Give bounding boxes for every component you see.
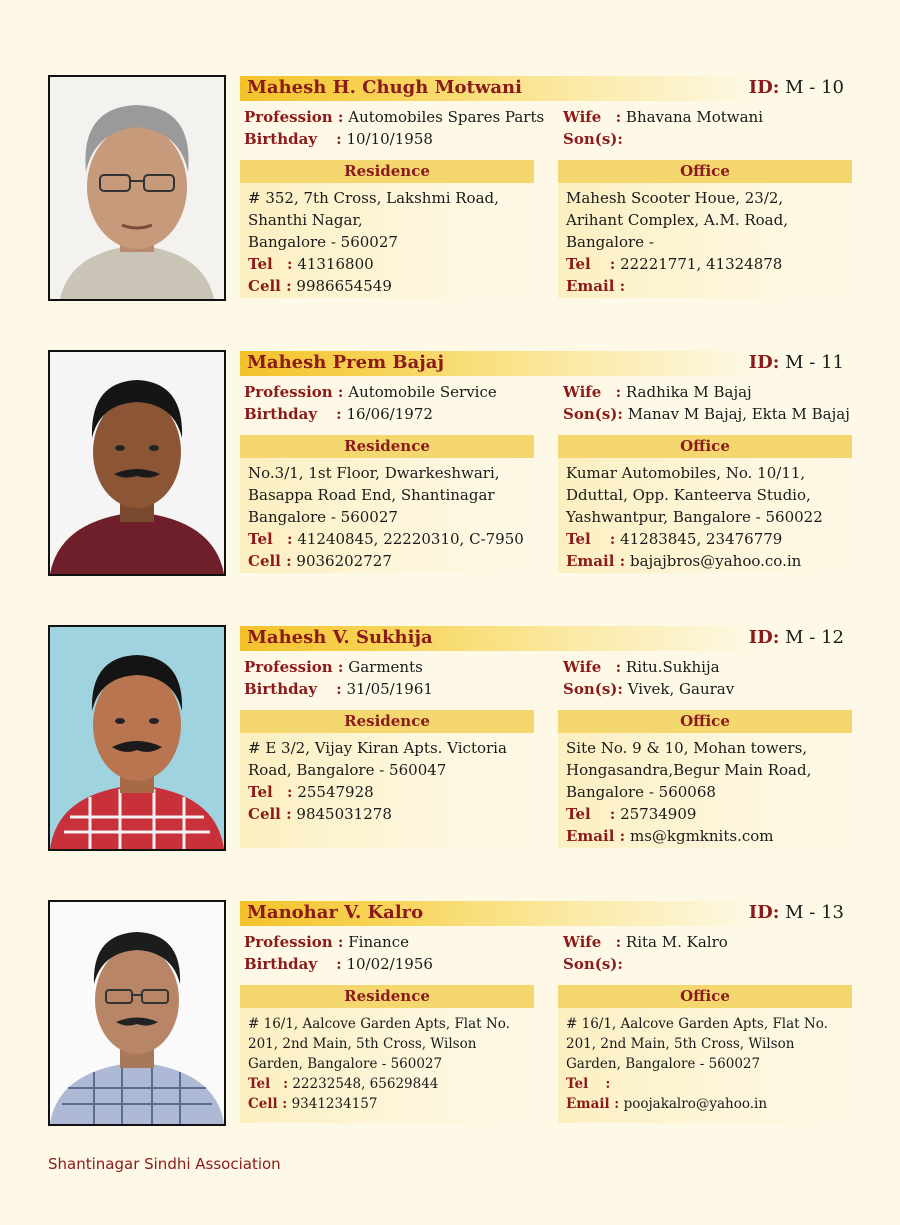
tel-row: Tel : 41240845, 22220310, C-7950 <box>248 530 524 548</box>
address-line: # E 3/2, Vijay Kiran Apts. Victoria <box>248 739 507 757</box>
name-bar <box>240 901 852 926</box>
sons-row: Son(s): Vivek, Gaurav <box>563 680 735 698</box>
name-bar <box>240 351 852 376</box>
profession-row: Profession : Garments <box>244 658 423 676</box>
tel-row: Tel : <box>566 1076 611 1092</box>
sons-value: Manav M Bajaj, Ekta M Bajaj <box>627 405 850 423</box>
office-heading: Office <box>558 985 852 1008</box>
address-line: 201, 2nd Main, 5th Cross, Wilson <box>248 1036 477 1052</box>
birthday-row: Birthday : 16/06/1972 <box>244 405 433 423</box>
member-photo <box>48 900 226 1126</box>
address-line: # 16/1, Aalcove Garden Apts, Flat No. <box>248 1016 510 1032</box>
tel-row: Tel : 25547928 <box>248 783 374 801</box>
address-line: Site No. 9 & 10, Mohan towers, <box>566 739 808 757</box>
member-entry <box>48 350 853 578</box>
address-line: Basappa Road End, Shantinagar <box>248 486 495 504</box>
member-photo <box>48 350 226 576</box>
tel-value: 41283845, 23476779 <box>620 530 783 548</box>
email-row: Email : poojakalro@yahoo.in <box>566 1096 768 1112</box>
profession-row: Profession : Finance <box>244 933 409 951</box>
wife-row: Wife : Rita M. Kalro <box>563 933 728 951</box>
member-name: Mahesh Prem Bajaj <box>247 352 444 373</box>
address-line: No.3/1, 1st Floor, Dwarkeshwari, <box>248 464 500 482</box>
footer-association-name: Shantinagar Sindhi Association <box>48 1155 281 1173</box>
profession-row: Profession : Automobiles Spares Parts <box>244 108 545 126</box>
wife-row: Wife : Bhavana Motwani <box>563 108 763 126</box>
address-line: Hongasandra,Begur Main Road, <box>566 761 812 779</box>
member-name: Mahesh V. Sukhija <box>247 627 433 648</box>
sons-row: Son(s): Manav M Bajaj, Ekta M Bajaj <box>563 405 850 423</box>
email-row: Email : bajajbros@yahoo.co.in <box>566 552 802 570</box>
cell-value: 9036202727 <box>296 552 392 570</box>
profession-value: Automobiles Spares Parts <box>348 108 545 126</box>
tel-row: Tel : 41283845, 23476779 <box>566 530 783 548</box>
birthday-row: Birthday : 10/10/1958 <box>244 130 433 148</box>
tel-value: 22221771, 41324878 <box>620 255 783 273</box>
residence-heading: Residence <box>240 710 534 733</box>
residence-box <box>240 435 534 573</box>
cell-row: Cell : 9986654549 <box>248 277 392 295</box>
address-line: Yashwantpur, Bangalore - 560022 <box>566 508 823 526</box>
tel-value: 22232548, 65629844 <box>292 1076 439 1092</box>
email-row: Email : ms@kgmknits.com <box>566 827 774 845</box>
office-box <box>558 435 852 573</box>
address-line: 201, 2nd Main, 5th Cross, Wilson <box>566 1036 795 1052</box>
address-line: Shanthi Nagar, <box>248 211 363 229</box>
tel-value: 25734909 <box>620 805 697 823</box>
residence-heading: Residence <box>240 435 534 458</box>
address-line: Bangalore - 560027 <box>248 508 398 526</box>
tel-value: 25547928 <box>297 783 374 801</box>
address-line: Garden, Bangalore - 560027 <box>248 1056 443 1072</box>
cell-row: Cell : 9341234157 <box>248 1096 378 1112</box>
office-box <box>558 160 852 298</box>
name-bar <box>240 626 852 651</box>
office-heading: Office <box>558 160 852 183</box>
residence-box <box>240 985 534 1123</box>
profession-value: Garments <box>348 658 423 676</box>
residence-box <box>240 160 534 298</box>
birthday-value: 31/05/1961 <box>346 680 433 698</box>
address-line: Kumar Automobiles, No. 10/11, <box>566 464 806 482</box>
office-heading: Office <box>558 435 852 458</box>
member-id: ID: M - 11 <box>748 352 844 373</box>
member-id: ID: M - 10 <box>748 77 844 98</box>
tel-row: Tel : 22221771, 41324878 <box>566 255 783 273</box>
wife-value: Bhavana Motwani <box>625 108 763 126</box>
birthday-value: 10/02/1956 <box>346 955 433 973</box>
member-entry <box>48 900 853 1128</box>
tel-row: Tel : 25734909 <box>566 805 697 823</box>
address-line: Arihant Complex, A.M. Road, <box>566 211 788 229</box>
name-bar <box>240 76 852 101</box>
tel-row: Tel : 22232548, 65629844 <box>248 1076 439 1092</box>
member-name: Manohar V. Kalro <box>247 902 424 923</box>
birthday-value: 10/10/1958 <box>346 130 433 148</box>
office-box <box>558 985 852 1123</box>
birthday-row: Birthday : 31/05/1961 <box>244 680 433 698</box>
member-photo <box>48 75 226 301</box>
cell-row: Cell : 9036202727 <box>248 552 392 570</box>
address-line: Bangalore - <box>566 233 654 251</box>
member-id: ID: M - 13 <box>748 902 844 923</box>
email-value: bajajbros@yahoo.co.in <box>629 552 802 570</box>
residence-box <box>240 710 534 848</box>
tel-value: 41316800 <box>297 255 374 273</box>
profession-value: Finance <box>348 933 409 951</box>
address-line: # 352, 7th Cross, Lakshmi Road, <box>248 189 499 207</box>
profession-row: Profession : Automobile Service <box>244 383 497 401</box>
sons-value: Vivek, Gaurav <box>627 680 735 698</box>
office-box <box>558 710 852 848</box>
address-line: Bangalore - 560068 <box>566 783 716 801</box>
sons-row: Son(s): <box>563 130 623 148</box>
address-line: Garden, Bangalore - 560027 <box>566 1056 761 1072</box>
tel-value: 41240845, 22220310, C-7950 <box>297 530 524 548</box>
cell-row: Cell : 9845031278 <box>248 805 392 823</box>
wife-row: Wife : Ritu.Sukhija <box>563 658 720 676</box>
address-line: Mahesh Scooter Houe, 23/2, <box>566 189 784 207</box>
wife-value: Rita M. Kalro <box>625 933 728 951</box>
member-entry <box>48 625 853 853</box>
address-line: Dduttal, Opp. Kanteerva Studio, <box>566 486 811 504</box>
member-id: ID: M - 12 <box>748 627 844 648</box>
address-line: Bangalore - 560027 <box>248 233 398 251</box>
member-name: Mahesh H. Chugh Motwani <box>247 77 522 98</box>
email-row: Email : <box>566 277 626 295</box>
cell-value: 9845031278 <box>296 805 392 823</box>
email-value: poojakalro@yahoo.in <box>623 1096 768 1112</box>
residence-heading: Residence <box>240 160 534 183</box>
tel-row: Tel : 41316800 <box>248 255 374 273</box>
cell-value: 9986654549 <box>296 277 392 295</box>
office-heading: Office <box>558 710 852 733</box>
member-photo <box>48 625 226 851</box>
address-line: # 16/1, Aalcove Garden Apts, Flat No. <box>566 1016 828 1032</box>
address-line: Road, Bangalore - 560047 <box>248 761 447 779</box>
profession-value: Automobile Service <box>348 383 497 401</box>
sons-row: Son(s): <box>563 955 623 973</box>
birthday-row: Birthday : 10/02/1956 <box>244 955 433 973</box>
wife-value: Radhika M Bajaj <box>625 383 752 401</box>
cell-value: 9341234157 <box>291 1096 378 1112</box>
birthday-value: 16/06/1972 <box>346 405 433 423</box>
email-value: ms@kgmknits.com <box>629 827 774 845</box>
wife-value: Ritu.Sukhija <box>625 658 720 676</box>
member-entry <box>48 75 853 303</box>
residence-heading: Residence <box>240 985 534 1008</box>
wife-row: Wife : Radhika M Bajaj <box>563 383 752 401</box>
